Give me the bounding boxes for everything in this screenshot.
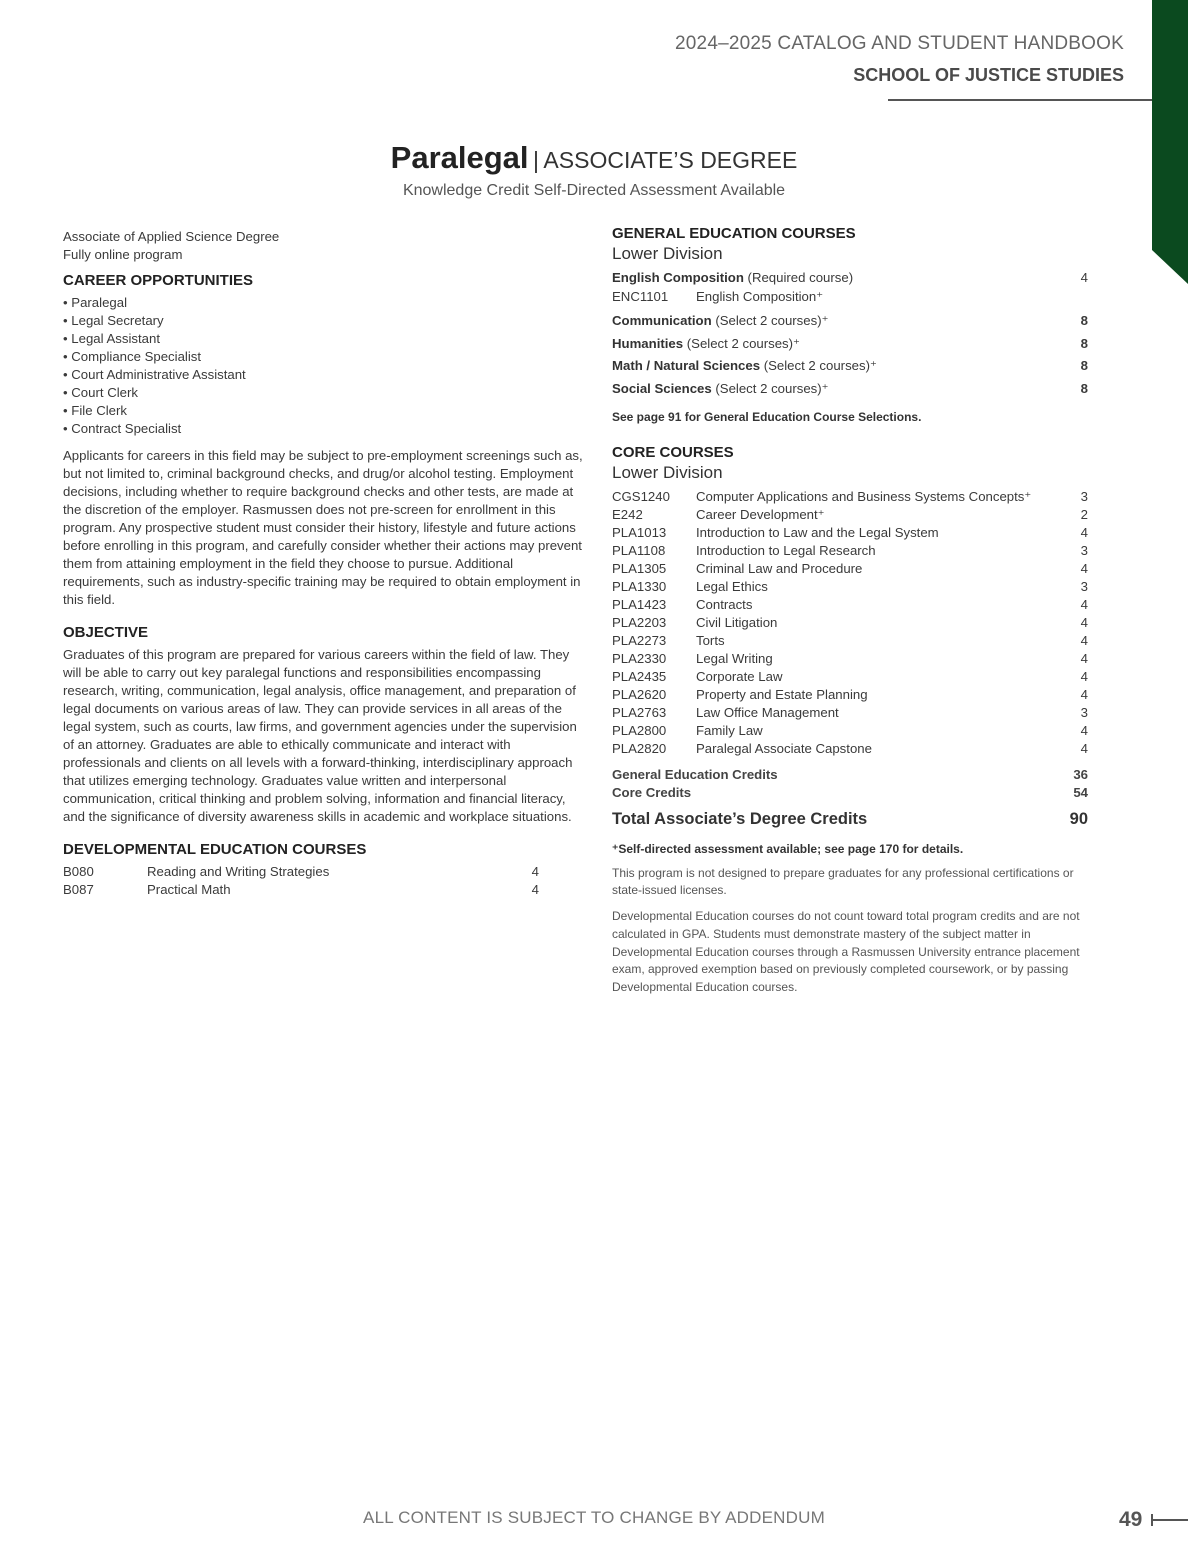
career-item: • File Clerk bbox=[63, 402, 583, 420]
course-credits: 4 bbox=[531, 882, 539, 897]
course-credits: 4 bbox=[1080, 740, 1088, 756]
course-row bbox=[612, 632, 1088, 650]
course-name: Career Development⁺ bbox=[696, 506, 825, 522]
course-code: PLA1330 bbox=[612, 578, 667, 594]
course-code: CGS1240 bbox=[612, 488, 670, 504]
delivery-mode: Fully online program bbox=[63, 247, 183, 262]
course-row bbox=[612, 650, 1088, 668]
gen-ed-category-row bbox=[612, 335, 1088, 353]
course-code: PLA2820 bbox=[612, 740, 667, 756]
course-name: Paralegal Associate Capstone bbox=[696, 740, 872, 756]
course-name: Corporate Law bbox=[696, 668, 783, 684]
program-title: Paralegal bbox=[390, 140, 529, 175]
gen-ed-category-row bbox=[612, 357, 1088, 375]
course-credits: 3 bbox=[1080, 704, 1088, 720]
course-row bbox=[63, 863, 539, 881]
course-row bbox=[612, 722, 1088, 740]
total-credits-row bbox=[612, 810, 1088, 828]
career-item: • Contract Specialist bbox=[63, 420, 583, 438]
course-name: Practical Math bbox=[147, 882, 231, 897]
course-name: Torts bbox=[696, 632, 725, 648]
course-credits: 4 bbox=[1080, 560, 1088, 576]
school-header: SCHOOL OF JUSTICE STUDIES bbox=[853, 65, 1124, 85]
gen-ed-category-list bbox=[612, 312, 1088, 398]
category-label: Humanities bbox=[612, 335, 684, 351]
objective-text: Graduates of this program are prepared for various careers within the field of law. They will be able to carry out key paralegal functions and responsibilities encompassing research, writing, communication, legal analysis, office management, and preparation of legal documents on various areas of law. They can provide services in all areas of the legal system, such as courts, law firms, and government agencies under the supervision of an attorney. Graduates are able to ethically communicate and interact with professionals and clients on all levels with a forward-thinking, interdisciplinary approach that utilizes emerging technology. Graduates value written and interpersonal communication, critical thinking and problem solving, information and financial literacy, and the significance of diversity awareness skills in academic and workplace situations. bbox=[63, 647, 577, 824]
course-code: PLA2273 bbox=[612, 632, 667, 648]
left-column bbox=[63, 228, 583, 899]
dev-ed-heading: DEVELOPMENTAL EDUCATION COURSES bbox=[63, 841, 367, 858]
objective-heading: OBJECTIVE bbox=[63, 624, 149, 641]
course-name: Criminal Law and Procedure bbox=[696, 560, 863, 576]
course-row bbox=[612, 524, 1088, 542]
course-credits: 3 bbox=[1080, 542, 1088, 558]
career-item: • Court Clerk bbox=[63, 384, 583, 402]
category-credits: 8 bbox=[1080, 313, 1088, 328]
course-code: PLA2435 bbox=[612, 668, 667, 684]
core-course-list bbox=[612, 488, 1088, 758]
course-name: Contracts bbox=[696, 596, 753, 612]
course-row bbox=[612, 668, 1088, 686]
category-credits: 8 bbox=[1080, 358, 1088, 373]
course-code: PLA1305 bbox=[612, 560, 667, 576]
course-row bbox=[63, 881, 539, 899]
total-credits-value: 90 bbox=[1069, 809, 1088, 828]
core-credits-row: Core Credits 54 bbox=[612, 784, 1088, 800]
career-item: • Compliance Specialist bbox=[63, 348, 583, 366]
page-subtitle: Knowledge Credit Self-Directed Assessment Available bbox=[402, 182, 786, 199]
course-credits: 3 bbox=[1080, 488, 1088, 504]
core-division: Lower Division bbox=[612, 462, 723, 482]
category-credits: 8 bbox=[1080, 380, 1088, 396]
category-note: (Select 2 courses)⁺ bbox=[715, 313, 829, 328]
course-credits: 4 bbox=[1080, 650, 1088, 666]
gen-ed-division: Lower Division bbox=[612, 244, 723, 263]
course-code: PLA2763 bbox=[612, 704, 667, 720]
degree-title: ASSOCIATE’S DEGREE bbox=[543, 147, 798, 173]
page-title bbox=[0, 140, 1188, 176]
course-name: Introduction to Legal Research bbox=[696, 542, 876, 558]
course-code: PLA1108 bbox=[612, 542, 666, 558]
gen-ed-heading: GENERAL EDUCATION COURSES bbox=[612, 225, 856, 242]
course-name: Legal Ethics bbox=[696, 578, 768, 594]
course-credits: 4 bbox=[1080, 524, 1088, 540]
english-composition-label: English Composition bbox=[612, 270, 744, 285]
category-note: (Select 2 courses)⁺ bbox=[763, 358, 877, 373]
see-page-note: See page 91 for General Education Course Selections. bbox=[612, 409, 922, 424]
enc1101-row bbox=[612, 288, 1088, 306]
course-row bbox=[612, 578, 1088, 596]
gen-ed-category-row bbox=[612, 380, 1088, 398]
category-note: (Select 2 courses)⁺ bbox=[686, 335, 800, 351]
course-code: PLA1013 bbox=[612, 524, 667, 540]
header-rule bbox=[888, 99, 1152, 101]
core-heading: CORE COURSES bbox=[612, 443, 734, 461]
course-code: PLA2203 bbox=[612, 614, 667, 630]
course-credits: 4 bbox=[1080, 722, 1088, 738]
title-separator: | bbox=[532, 147, 539, 173]
certification-note: This program is not designed to prepare graduates for any professional certifications or state-issued licenses. bbox=[612, 865, 1074, 898]
course-credits: 4 bbox=[531, 864, 539, 879]
dev-ed-note: Developmental Education courses do not count toward total program credits and are not calculated in GPA. Students must demonstrate mastery of the subject matter in Developmental Education courses through a Rasmussen University entrance placement exam, approved exemption based on previously completed coursework, or by passing Developmental Education courses. bbox=[612, 909, 1080, 995]
course-code: PLA1423 bbox=[612, 596, 667, 612]
footer-notice: ALL CONTENT IS SUBJECT TO CHANGE BY ADDENDUM bbox=[363, 1508, 825, 1527]
course-row bbox=[612, 614, 1088, 632]
catalog-header: 2024–2025 CATALOG AND STUDENT HANDBOOK bbox=[675, 33, 1124, 54]
category-credits: 8 bbox=[1080, 335, 1088, 351]
course-credits: 2 bbox=[1080, 506, 1088, 522]
degree-type: Associate of Applied Science Degree bbox=[63, 229, 280, 244]
course-row bbox=[612, 686, 1088, 704]
category-label: Math / Natural Sciences bbox=[612, 358, 761, 373]
course-name: Computer Applications and Business Systems Concepts⁺ bbox=[696, 488, 1032, 504]
page-number: 49 bbox=[1119, 1508, 1143, 1531]
course-row bbox=[612, 704, 1088, 722]
course-code: B087 bbox=[63, 882, 94, 897]
course-name: Reading and Writing Strategies bbox=[147, 864, 330, 879]
course-row bbox=[612, 596, 1088, 614]
gen-ed-credits-row: General Education Credits 36 bbox=[612, 766, 1088, 782]
career-item: • Legal Assistant bbox=[63, 330, 583, 348]
course-credits: 4 bbox=[1080, 686, 1088, 702]
employment-disclaimer: Applicants for careers in this field may be subject to pre-employment screenings such as, but not limited to, criminal background checks, and drug/or alcohol testing. Employment decisions, including whether to require background checks and other tests, are made at the discretion of the employer. Rasmussen does not pre-screen for enrollment in this program. Any prospective student must consider their history, lifestyle and future actions before enrolling in this program, and carefully consider whether their actions may prevent them from attaining employment in the field they choose to pursue. Additional requirements, such as industry-specific training may be required to obtain employment in this field. bbox=[63, 448, 583, 607]
credit-totals bbox=[612, 766, 1088, 802]
course-name: Introduction to Law and the Legal System bbox=[696, 524, 939, 540]
career-item: • Paralegal bbox=[63, 294, 583, 312]
course-credits: 4 bbox=[1080, 632, 1088, 648]
english-composition-note: (Required course) bbox=[747, 270, 854, 285]
self-directed-note: ⁺Self-directed assessment available; see page 170 for details. bbox=[612, 841, 964, 856]
category-note: (Select 2 courses)⁺ bbox=[715, 380, 829, 396]
course-credits: 4 bbox=[1080, 614, 1088, 630]
course-row bbox=[612, 488, 1088, 506]
english-composition-row bbox=[612, 269, 1088, 287]
course-row bbox=[612, 740, 1088, 758]
course-name: Civil Litigation bbox=[696, 614, 778, 630]
career-item: • Legal Secretary bbox=[63, 312, 583, 330]
course-code: E242 bbox=[612, 506, 643, 522]
career-list bbox=[63, 294, 583, 438]
dev-ed-course-list bbox=[63, 863, 539, 899]
gen-ed-category-row bbox=[612, 312, 1088, 330]
course-name: Property and Estate Planning bbox=[696, 686, 868, 702]
right-column bbox=[612, 225, 1088, 997]
course-credits: 3 bbox=[1080, 578, 1088, 594]
course-credits: 4 bbox=[1080, 596, 1088, 612]
course-row bbox=[612, 506, 1088, 524]
career-heading: CAREER OPPORTUNITIES bbox=[63, 272, 254, 289]
total-credits-label: Total Associate’s Degree Credits bbox=[612, 809, 868, 828]
course-code: PLA2800 bbox=[612, 722, 667, 738]
english-composition-credits: 4 bbox=[1080, 270, 1088, 285]
course-code: PLA2620 bbox=[612, 686, 667, 702]
course-code: PLA2330 bbox=[612, 650, 667, 666]
career-item: • Court Administrative Assistant bbox=[63, 366, 583, 384]
course-name: English Composition⁺ bbox=[696, 289, 824, 304]
category-label: Communication bbox=[612, 313, 712, 328]
category-label: Social Sciences bbox=[612, 380, 712, 396]
course-name: Law Office Management bbox=[696, 704, 839, 720]
course-credits: 4 bbox=[1080, 668, 1088, 684]
course-code: B080 bbox=[63, 864, 94, 879]
course-code: ENC1101 bbox=[612, 289, 669, 304]
course-name: Legal Writing bbox=[696, 650, 773, 666]
course-row bbox=[612, 560, 1088, 578]
course-row bbox=[612, 542, 1088, 560]
page-number-line bbox=[1153, 1519, 1188, 1521]
course-name: Family Law bbox=[696, 722, 763, 738]
